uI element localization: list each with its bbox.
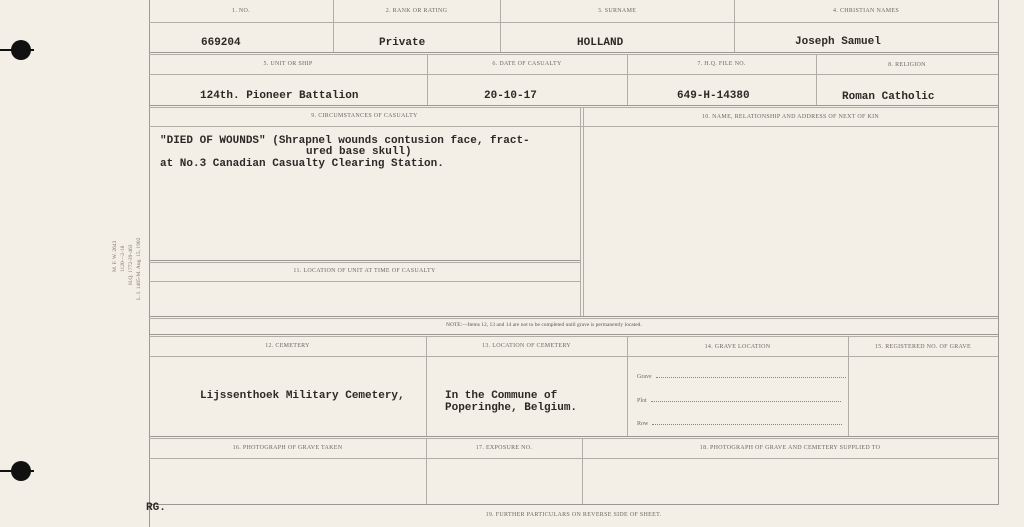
rule xyxy=(149,318,998,319)
rule xyxy=(149,438,998,439)
value-hq: 649-H-14380 xyxy=(677,90,750,102)
frame-right xyxy=(998,0,999,505)
rule xyxy=(848,336,849,436)
side-print-2: 1120—2-18 xyxy=(120,245,126,272)
label-unit: 5. UNIT OR SHIP xyxy=(263,61,313,67)
side-print-3: H.Q. 1772-39-463 xyxy=(128,244,134,285)
rule xyxy=(627,336,628,436)
rule xyxy=(149,504,998,505)
circumstances-line-3: at No.3 Canadian Casualty Clearing Station. xyxy=(160,158,444,170)
rule xyxy=(149,105,998,106)
label-grave-location: 14. GRAVE LOCATION xyxy=(704,344,771,350)
label-hq: 7. H.Q. FILE NO. xyxy=(697,61,746,67)
label-date: 6. DATE OF CASUALTY xyxy=(492,61,562,67)
rule xyxy=(149,336,998,337)
rule xyxy=(149,107,998,108)
rule xyxy=(149,281,580,282)
rule xyxy=(149,316,998,317)
rule xyxy=(149,260,580,261)
rule xyxy=(149,54,998,55)
note-text: NOTE:—Items 12, 13 and 14 are not to be completed until grave is permanently located. xyxy=(446,322,642,328)
side-print-4: L. I. 1465-M. Aug. 15, 1902 xyxy=(136,237,142,300)
rule xyxy=(149,52,998,53)
rule xyxy=(149,356,998,357)
value-christian: Joseph Samuel xyxy=(795,36,881,48)
rule xyxy=(580,107,581,317)
value-location-cemetery-2: Poperinghe, Belgium. xyxy=(445,402,578,414)
label-photo-supplied: 18. PHOTOGRAPH OF GRAVE AND CEMETERY SUPPLIED TO xyxy=(699,445,881,451)
value-religion: Roman Catholic xyxy=(842,91,935,103)
rule xyxy=(426,336,427,436)
label-location-cemetery: 13. LOCATION OF CEMETERY xyxy=(482,343,571,349)
value-rank: Private xyxy=(379,37,426,49)
value-date: 20-10-17 xyxy=(484,90,537,102)
circumstances-line-2: ured base skull) xyxy=(306,146,412,158)
value-cemetery: Lijssenthoek Military Cemetery, xyxy=(200,390,405,402)
label-further-particulars: 19. FURTHER PARTICULARS ON REVERSE SIDE OF SHEET. xyxy=(485,512,662,518)
rule xyxy=(149,334,998,335)
label-surname: 3. SURNAME xyxy=(597,8,637,14)
rule xyxy=(149,74,998,75)
punch-hole-top xyxy=(11,40,31,60)
label-photo-taken: 16. PHOTOGRAPH OF GRAVE TAKEN xyxy=(232,445,343,451)
label-religion: 8. RELIGION xyxy=(888,62,926,68)
value-unit: 124th. Pioneer Battalion xyxy=(200,90,359,102)
plot-field: Plot xyxy=(637,398,841,404)
label-registered: 15. REGISTERED NO. OF GRAVE xyxy=(875,344,971,350)
rule xyxy=(149,126,998,127)
value-no: 669204 xyxy=(201,37,241,49)
rule xyxy=(149,436,998,437)
value-surname: HOLLAND xyxy=(577,37,624,49)
label-no: 1. NO. xyxy=(232,8,250,14)
value-location-cemetery-1: In the Commune of xyxy=(445,390,558,402)
punch-hole-bottom xyxy=(11,461,31,481)
label-cemetery: 12. CEMETERY xyxy=(265,343,310,349)
rg-mark: RG. xyxy=(146,502,166,514)
label-next-of-kin: 10. NAME, RELATIONSHIP AND ADDRESS OF NEXT OF KIN xyxy=(701,114,880,120)
label-location-unit: 11. LOCATION OF UNIT AT TIME OF CASUALTY xyxy=(293,268,436,274)
rule xyxy=(583,107,584,317)
side-print-1: M. F. W. 2643 xyxy=(112,240,118,272)
rule xyxy=(149,458,998,459)
label-exposure: 17. EXPOSURE NO. xyxy=(475,445,533,451)
label-rank: 2. RANK OR RATING xyxy=(385,8,448,14)
label-circumstances: 9. CIRCUMSTANCES OF CASUALTY xyxy=(311,113,418,119)
circumstances-line-1: "DIED OF WOUNDS" (Shrapnel wounds contusion face, fract- xyxy=(160,135,530,147)
rule xyxy=(149,262,580,263)
rule xyxy=(149,22,998,23)
grave-field: Grave xyxy=(637,374,846,380)
label-christian: 4. CHRISTIAN NAMES xyxy=(833,8,899,14)
row-field: Row xyxy=(637,421,842,427)
